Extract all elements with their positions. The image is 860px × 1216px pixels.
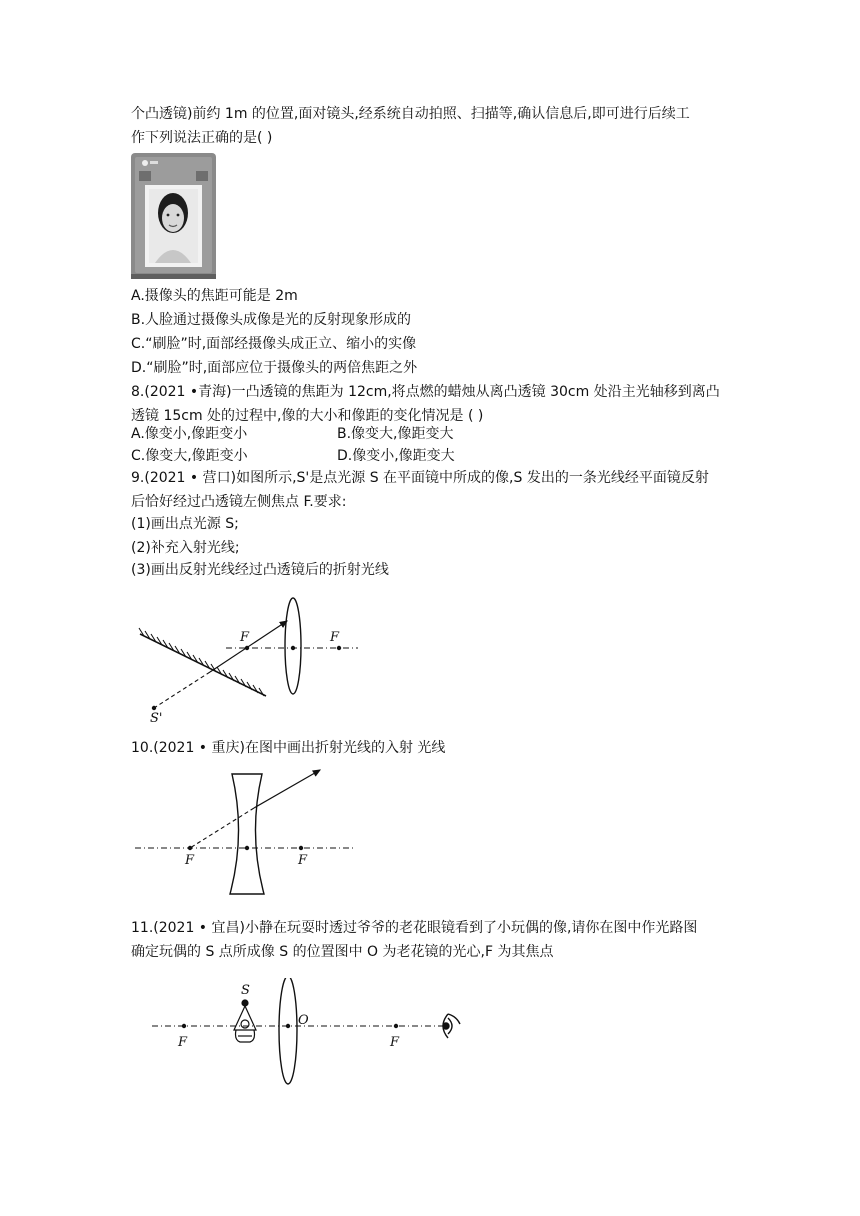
optical-center-o [286, 1024, 290, 1028]
reflected-ray [210, 621, 287, 672]
label-s: S [241, 983, 250, 998]
label-o: O [298, 1013, 309, 1028]
q8-option-b: B.像变大,像距变大 [337, 426, 454, 442]
q10-concave-lens-diagram [130, 764, 360, 900]
label-f-left: F [185, 853, 195, 868]
focus-left [182, 1024, 186, 1028]
q11-text-line-2: 确定玩偶的 S 点所成像 S 的位置图中 O 为老花镜的光心,F 为其焦点 [131, 944, 554, 960]
focus-right [337, 646, 341, 650]
q7-option-a: A.摄像头的焦距可能是 2m [131, 288, 298, 304]
concave-lens [230, 774, 264, 894]
q8-text-line-2: 透镜 15cm 处的过程中,像的大小和像距的变化情况是 ( ) [131, 408, 484, 424]
q7-option-b: B.人脸通过摄像头成像是光的反射现象形成的 [131, 312, 412, 328]
q8-option-d: D.像变小,像距变大 [337, 448, 455, 464]
q9-requirement-3: (3)画出反射光线经过凸透镜后的折射光线 [131, 562, 389, 578]
q8-text-line-1: 8.(2021 •青海)一凸透镜的焦距为 12cm,将点燃的蜡烛从离凸透镜 30cm 处沿主光轴移到离凸 [131, 384, 720, 400]
image-point-s-prime [152, 706, 156, 710]
q9-text-line-2: 后恰好经过凸透镜左侧焦点 F.要求: [131, 494, 347, 510]
refracted-ray [254, 770, 320, 808]
q7-text-line-1: 个凸透镜)前约 1m 的位置,面对镜头,经系统自动拍照、扫描等,确认信息后,即可进行后续工 [131, 106, 690, 122]
label-f-right: F [390, 1035, 400, 1050]
label-f-right: F [330, 630, 340, 645]
q7-option-d: D.“刷脸”时,面部应位于摄像头的两倍焦距之外 [131, 360, 418, 376]
q10-text-line-1: 10.(2021 • 重庆)在图中画出折射光线的入射 光线 [131, 740, 446, 756]
q11-text-line-1: 11.(2021 • 宜昌)小静在玩耍时透过爷爷的老花眼镜看到了小玩偶的像,请你在图中作光路图 [131, 920, 698, 936]
eye-icon [443, 1014, 460, 1038]
q7-text-line-2: 作下列说法正确的是( ) [131, 130, 273, 146]
q8-option-a: A.像变小,像距变小 [131, 426, 248, 442]
focus-right [299, 846, 303, 850]
face-scanner-device-image [131, 153, 216, 279]
q7-option-c: C.“刷脸”时,面部经摄像头成正立、缩小的实像 [131, 336, 417, 352]
label-f-right: F [298, 853, 308, 868]
q9-mirror-lens-diagram [130, 590, 370, 730]
q11-reading-glasses-diagram [148, 978, 478, 1086]
toy-doll-icon [234, 1000, 256, 1042]
q8-option-c: C.像变大,像距变小 [131, 448, 248, 464]
image-extension-line [154, 672, 210, 708]
label-f-left: F [178, 1035, 188, 1050]
q9-text-line-1: 9.(2021 • 营口)如图所示,S'是点光源 S 在平面镜中所成的像,S 发出的一条光线经平面镜反射 [131, 470, 709, 486]
q9-requirement-1: (1)画出点光源 S; [131, 516, 239, 532]
refracted-ray-extension [190, 808, 254, 848]
q9-requirement-2: (2)补充入射光线; [131, 540, 240, 556]
convex-lens [279, 978, 297, 1084]
focus-right [394, 1024, 398, 1028]
label-f-left: F [240, 630, 250, 645]
label-s-prime: S' [150, 711, 163, 726]
